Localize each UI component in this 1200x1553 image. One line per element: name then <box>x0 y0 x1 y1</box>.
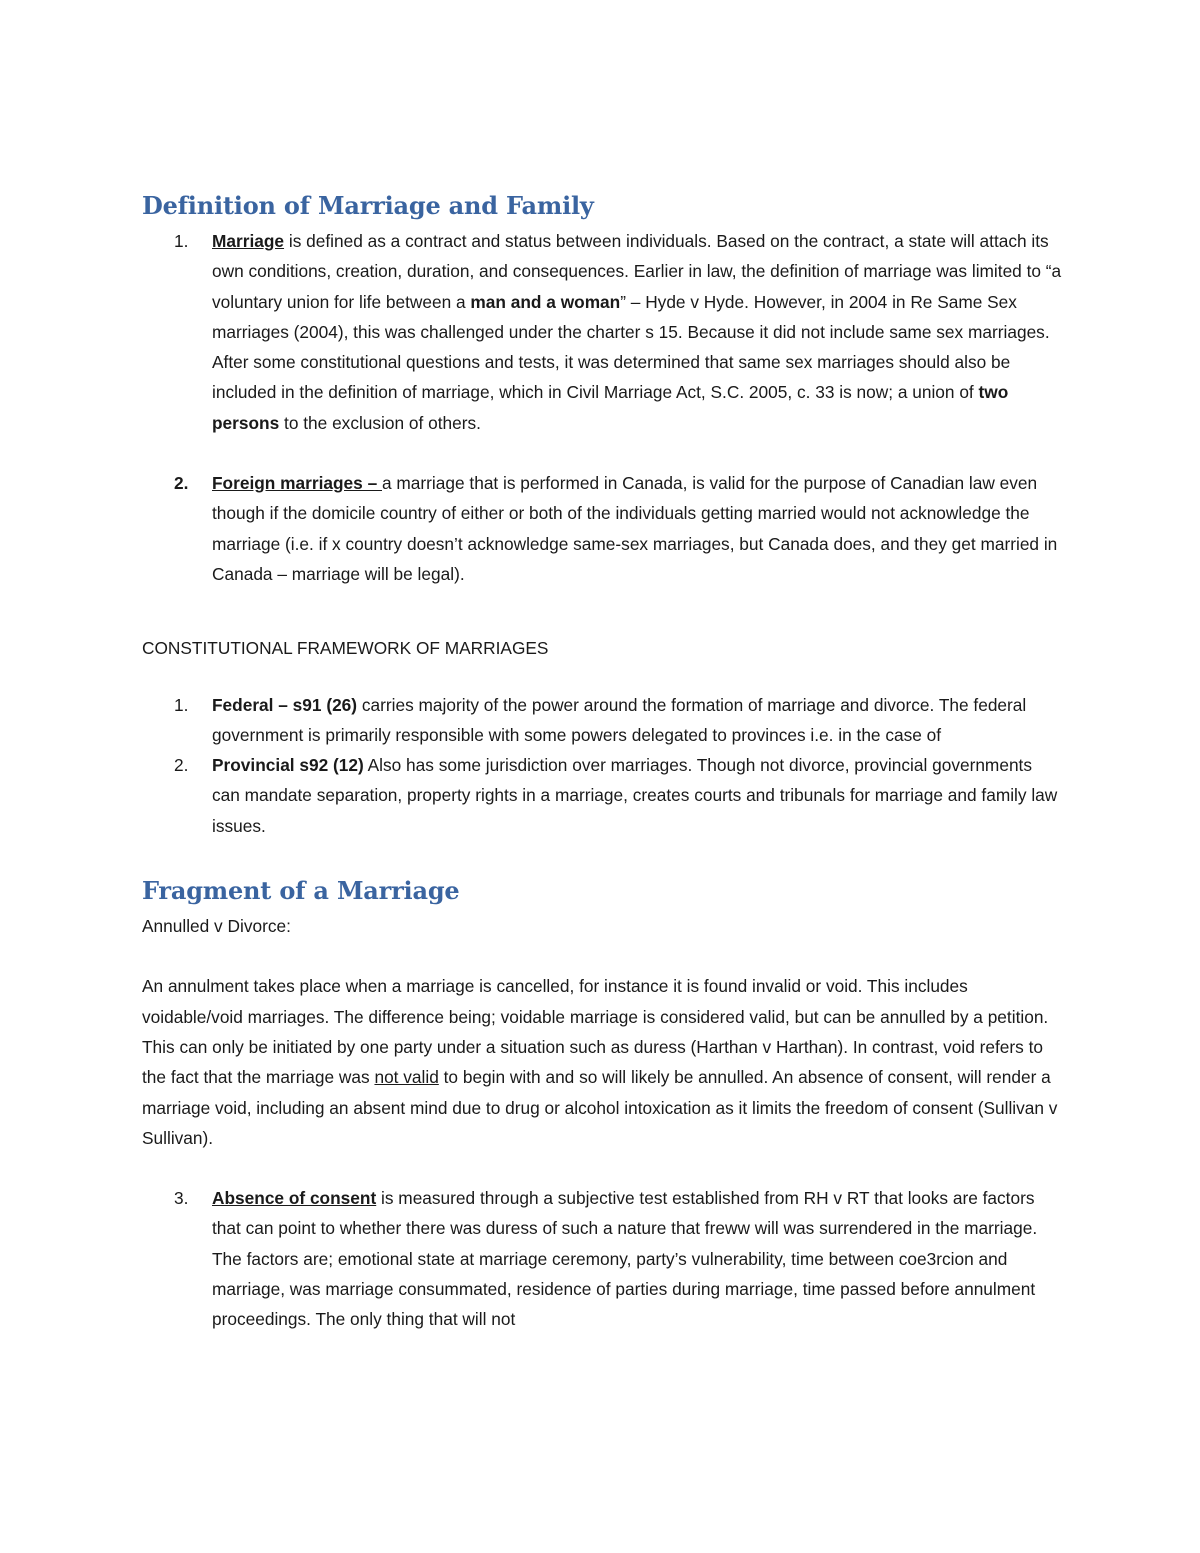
heading-constitutional: CONSTITUTIONAL FRAMEWORK OF MARRIAGES <box>142 638 549 659</box>
item-text: is measured through a subjective test established from RH v RT that looks are factors that can point to whether there was duress of such a nature that freww will was surrendered in the marriage. The factors are; emotional state at marriage ceremony, party’s vulnerability, time between coe3rcion and marriage, was marriage consummated, residence of parties during marriage, time passed before annulment proceedings. The only thing that will not <box>212 1188 1038 1330</box>
underline-not-valid: not valid <box>374 1067 439 1088</box>
item-text: to the exclusion of others. <box>279 412 481 433</box>
term-foreign-marriages: Foreign marriages – <box>212 473 382 494</box>
list-item-foreign-marriages <box>142 468 1062 589</box>
term-absence-of-consent: Absence of consent <box>212 1188 377 1209</box>
item-text: Also has some jurisdiction over marriages. Though not divorce, provincial governments can mandate separation, property rights in a marriage, creates courts and tribunals for marriage and family law issues. <box>212 755 1058 836</box>
list-number: 2. <box>174 755 189 776</box>
constitutional-list <box>142 690 1062 841</box>
item-text: ” – Hyde v Hyde. However, in 2004 in Re Same Sex marriages (2004), this was challenged under the charter s 15. Because it did not include same sex marriages. After some constitutional questions and tests, it was determined that same sex marriages should also be included in the definition of marriage, which in Civil Marriage Act, S.C. 2005, c. 33 is now; a union of <box>212 291 1050 403</box>
document-body <box>142 186 1062 1335</box>
list-item-absence-of-consent <box>142 1183 1062 1334</box>
list-number: 1. <box>174 694 189 715</box>
item-text: is defined as a contract and status between individuals. Based on the contract, a state will attach its own conditions, creation, duration, and consequences. Earlier in law, the definition of marriage was limited to “a voluntary union for life between a <box>212 231 1062 312</box>
heading-fragment: Fragment of a Marriage <box>142 876 460 906</box>
heading-definition: Definition of Marriage and Family <box>142 191 594 220</box>
item-text: a marriage that is performed in Canada, is valid for the purpose of Canadian law even though if the domicile country of either or both of the individuals getting married would not acknowledge the marriage (i.e. if x country doesn’t acknowledge same-sex marriages, but Canada does, and they get married in Canada – marriage will be legal). <box>212 473 1058 584</box>
paragraph-text: An annulment takes place when a marriage is cancelled, for instance it is found invalid or void. This includes voidable/void marriages. The difference being; voidable marriage is considered valid, but can be annulled by a petition. This can only be initiated by one party under a situation such as duress (Harthan v Harthan). In contrast, void refers to the fact that the marriage was <box>142 976 1049 1088</box>
list-item-marriage <box>142 226 1062 438</box>
definition-list <box>142 226 1062 438</box>
bold-two-persons: two persons <box>212 382 1009 433</box>
list-item-provincial <box>142 750 1062 841</box>
fragment-list <box>142 1183 1062 1334</box>
item-text: carries majority of the power around the formation of marriage and divorce. The federal government is primarily responsible with some powers delegated to provinces i.e. in the case of <box>212 694 1027 745</box>
term-marriage: Marriage <box>212 231 285 251</box>
list-number: 2. <box>174 473 189 494</box>
bold-provincial: Provincial s92 (12) <box>212 755 364 776</box>
list-number: 1. <box>174 231 189 251</box>
paragraph-text: to begin with and so will likely be annulled. An absence of consent, will render a marriage void, including an absent mind due to drug or alcohol intoxication as it limits the freedom of consent (Sullivan v Sullivan). <box>142 1067 1058 1148</box>
list-item-federal <box>142 690 1062 751</box>
definition-list-2 <box>142 468 1062 589</box>
bold-federal: Federal – s91 (26) <box>212 694 358 715</box>
annulment-paragraph <box>142 971 1062 1153</box>
list-number: 3. <box>174 1188 189 1209</box>
subheading-annulled: Annulled v Divorce: <box>142 916 291 937</box>
bold-man-and-woman: man and a woman <box>470 291 621 312</box>
